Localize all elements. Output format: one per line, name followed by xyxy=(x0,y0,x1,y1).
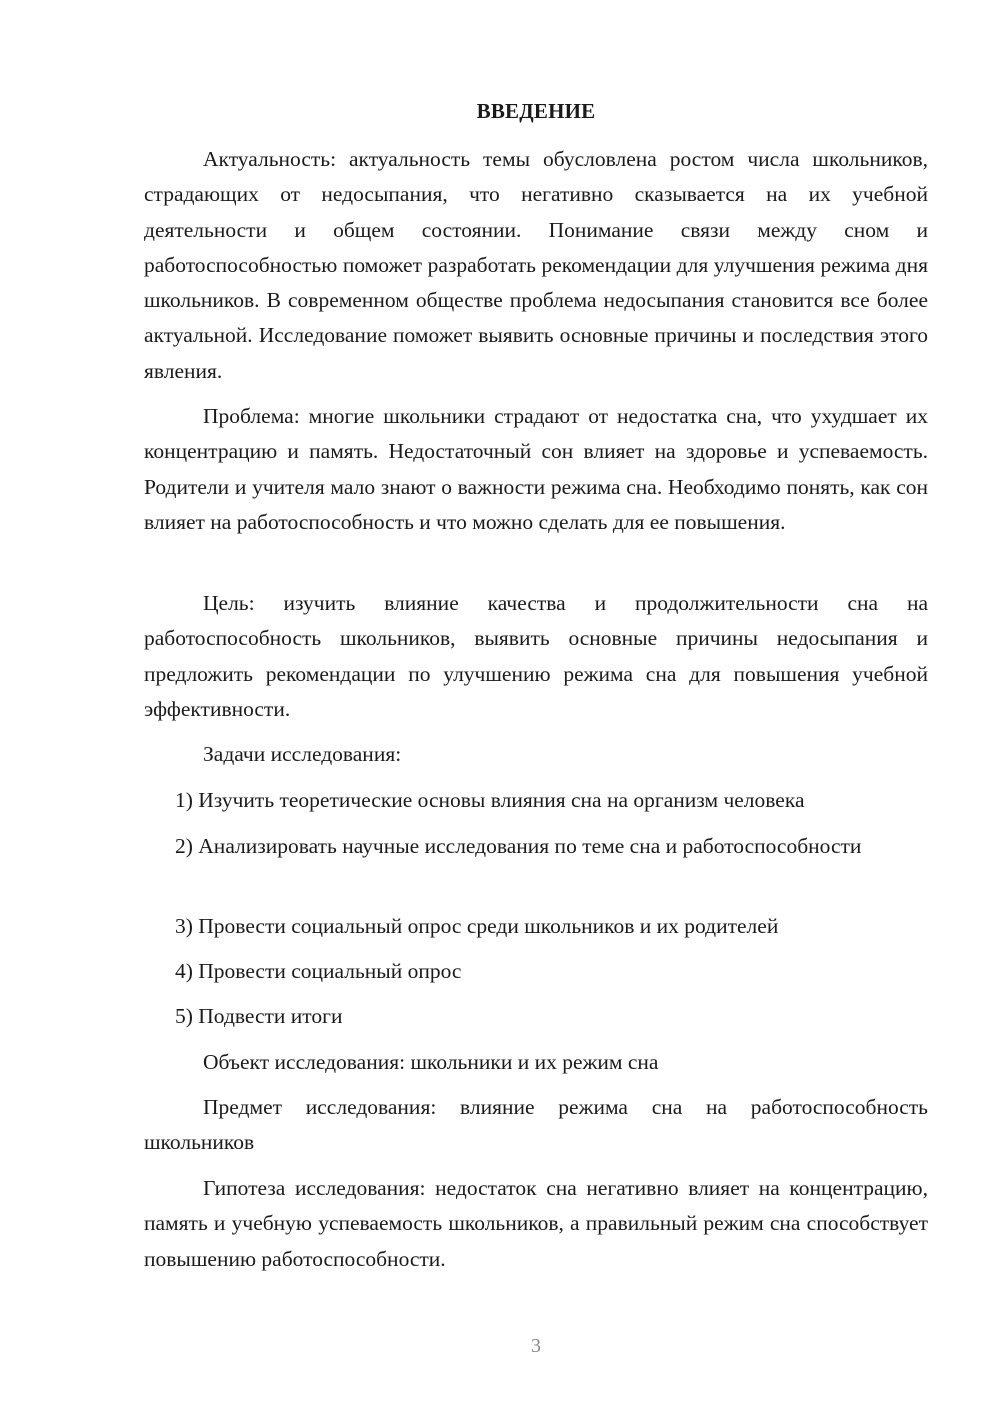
task-item-3: 3) Провести социальный опрос среди школьников и их родителей xyxy=(175,914,779,938)
task-item-1: 1) Изучить теоретические основы влияния сна на организм человека xyxy=(175,788,805,812)
task-item-5: 5) Подвести итоги xyxy=(175,1004,343,1028)
paragraph-problem: Проблема: многие школьники страдают от недостатка сна, что ухудшает их концентрацию и память. Недостаточный сон влияет на здоровье и успеваемость. Родители и учителя мало знают о важности режима сна. Необходимо понять, как сон влияет на работоспособность и что можно сделать для ее повышения. xyxy=(144,404,928,534)
tasks-heading: Задачи исследования: xyxy=(203,742,402,766)
paragraph-object: Объект исследования: школьники и их режим сна xyxy=(203,1050,659,1074)
paragraph-goal: Цель: изучить влияние качества и продолжительности сна на работоспособность школьников, выявить основные причины недосыпания и предложить рекомендации по улучшению режима сна для повышения учебной эффективности. xyxy=(144,591,928,721)
paragraph-relevance: Актуальность: актуальность темы обусловлена ростом числа школьников, страдающих от недосыпания, что негативно сказывается на их учебной деятельности и общем состоянии. Понимание связи между сном и работоспособностью поможет разработать рекомендации для улучшения режима дня школьников. В современном обществе проблема недосыпания становится все более актуальной. Исследование поможет выявить основные причины и последствия этого явления. xyxy=(144,147,928,383)
paragraph-subject: Предмет исследования: влияние режима сна на работоспособность школьников xyxy=(144,1095,928,1155)
section-title: ВВЕДЕНИЕ xyxy=(476,99,596,123)
task-item-2: 2) Анализировать научные исследования по теме сна и работоспособности xyxy=(175,834,862,858)
task-item-4: 4) Провести социальный опрос xyxy=(175,959,462,983)
paragraph-hypothesis: Гипотеза исследования: недостаток сна негативно влияет на концентрацию, память и учебную успеваемость школьников, а правильный режим сна способствует повышению работоспособности. xyxy=(144,1176,928,1271)
page-number: 3 xyxy=(531,1335,541,1357)
